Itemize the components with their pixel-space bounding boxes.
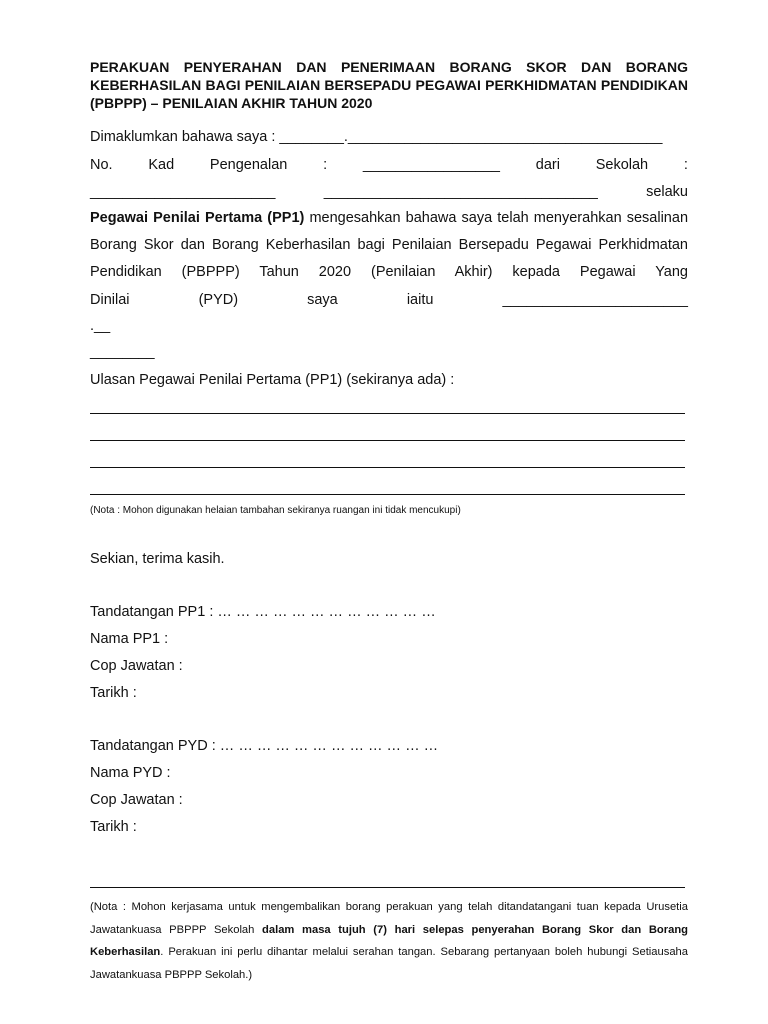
underscore-line: ________: [90, 344, 155, 360]
kad-word: :: [323, 157, 328, 173]
dot-line: .__: [90, 318, 111, 334]
kad-word: Sekolah: [595, 157, 649, 173]
nama-pyd: Nama PYD :: [90, 765, 171, 781]
dinilai-word: (PYD): [198, 292, 239, 308]
ulasan-label: Ulasan Pegawai Penilai Pertama (PP1) (sekiranya ada) :: [90, 372, 455, 388]
ulasan-line: [90, 440, 685, 441]
sekian-text: Sekian, terima kasih.: [90, 551, 225, 567]
ulasan-line: [90, 494, 685, 495]
kad-word: Kad: [148, 157, 175, 173]
kad-word: dari: [535, 157, 560, 173]
tandatangan-pyd: Tandatangan PYD : … … … … … … … … … … … …: [90, 738, 439, 754]
ulasan-line: [90, 467, 685, 468]
sekolah-blank: _______________________: [90, 184, 276, 200]
dinilai-word: iaitu: [406, 292, 434, 308]
document-title: PERAKUAN PENYERAHAN DAN PENERIMAAN BORANG SKOR DAN BORANG KEBERHASILAN BAGI PENILAIAN BERSEPADU PEGAWAI PERKHIDMATAN PENDIDIKAN (PBPPP) – PENILAIAN AKHIR TAHUN 2020: [90, 59, 688, 111]
dimaklumkan-line: Dimaklumkan bahawa saya : ________._______________________________________: [90, 129, 663, 145]
tarikh-pyd: Tarikh :: [90, 819, 137, 835]
sekolah-blank: __________________________________: [323, 184, 598, 200]
ulasan-line: [90, 413, 685, 414]
cop-jawatan-pp1: Cop Jawatan :: [90, 658, 183, 674]
kad-word: No.: [90, 157, 113, 173]
nama-pp1: Nama PP1 :: [90, 631, 169, 647]
dinilai-word: Dinilai: [90, 292, 130, 308]
separator-line: [90, 887, 685, 888]
final-nota: [90, 896, 688, 986]
pp1-bold: Pegawai Penilai Pertama (PP1): [90, 210, 305, 226]
tarikh-pp1: Tarikh :: [90, 685, 137, 701]
selaku-word: selaku: [646, 184, 688, 200]
kad-word: Pengenalan: [209, 157, 288, 173]
cop-jawatan-pyd: Cop Jawatan :: [90, 792, 183, 808]
selaku-row: [90, 184, 688, 200]
declaration-text: mengesahkan bahawa saya telah menyerahkan sesalinan Borang Skor dan Borang Keberhasilan bagi Penilaian Bersepadu Pegawai Perkhidmatan Pendidikan (PBPPP) Tahun 2020 (Penilaian Akhir) kepada Pegawai Yang: [90, 210, 689, 280]
declaration-paragraph: [90, 205, 688, 286]
dinilai-row: [90, 292, 688, 308]
final-nota-bold: dalam masa tujuh (7) hari selepas penyerahan Borang Skor dan Borang Keberhasilan: [90, 923, 688, 958]
kad-blank: _________________: [362, 157, 500, 173]
nota-helaian: (Nota : Mohon digunakan helaian tambahan sekiranya ruangan ini tidak mencukupi): [90, 505, 461, 516]
final-nota-text: . Perakuan ini perlu dihantar melalui serahan tangan. Sebarang pertanyaan boleh hubungi Setiausaha Jawatankuasa PBPPP Sekolah.): [90, 946, 688, 981]
final-nota-text: (Nota : Mohon kerjasama untuk mengembalikan borang perakuan yang telah ditandatangani tuan kepada Urusetia Jawatankuasa PBPPP Sekolah: [90, 901, 688, 936]
kad-pengenalan-row: [90, 157, 688, 173]
dinilai-word: saya: [307, 292, 338, 308]
tandatangan-pp1: Tandatangan PP1 : … … … … … … … … … … … …: [90, 604, 436, 620]
pyd-blank: _______________________: [502, 292, 688, 308]
kad-word: :: [683, 157, 688, 173]
